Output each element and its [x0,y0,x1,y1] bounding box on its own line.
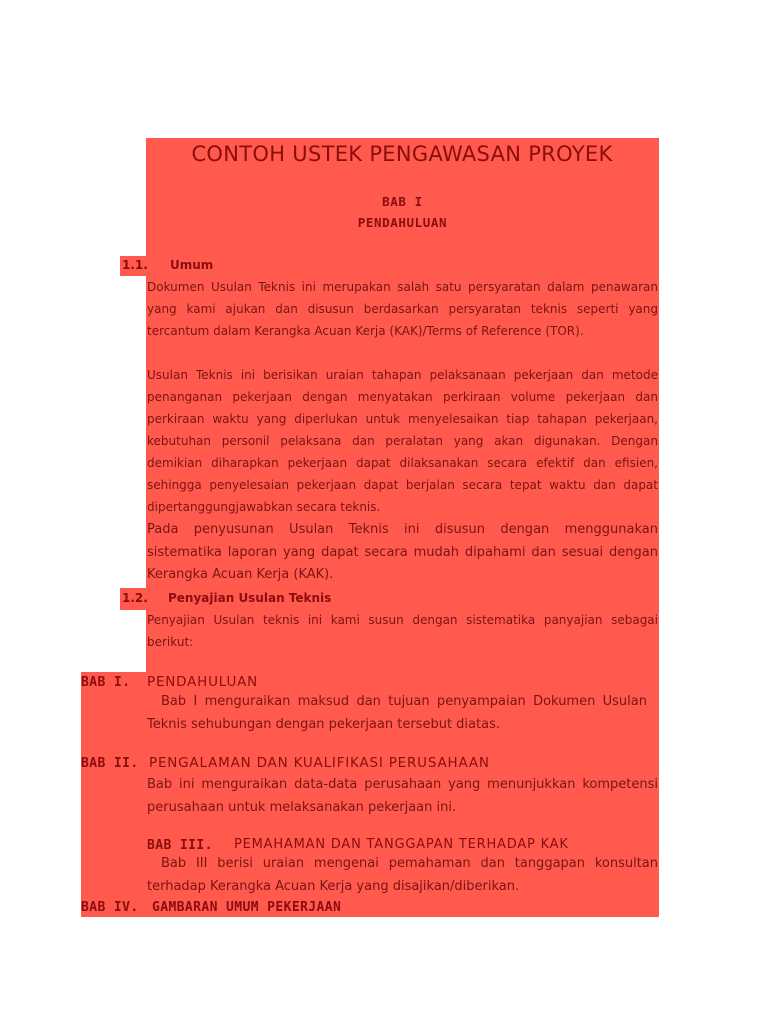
chapter-2-description: Bab ini menguraikan data-data perusahaan yang menunjukkan kompetensi perusahaan untuk melaksanakan pekerjaan ini. [147,777,658,815]
chapter-2-label: BAB II. [81,756,139,771]
document-title: CONTOH USTEK PENGAWASAN PROYEK [191,142,613,166]
chapter-1-description: Bab I menguraikan maksud dan tujuan penyampaian Dokumen Usulan Teknis sehubungan dengan pekerjaan tersebut diatas. [147,694,647,732]
chapter-3-description: Bab III berisi uraian mengenai pemahaman dan tanggapan konsultan terhadap Kerangka Acuan Kerja yang disajikan/diberikan. [147,856,658,894]
chapter-4-name: GAMBARAN UMUM PEKERJAAN [152,900,342,915]
section-1-1-paragraph-2: Usulan Teknis ini berisikan uraian tahapan pelaksanaan pekerjaan dan metode penanganan pekerjaan dengan menyatakan perkiraan volume pekerjaan dan perkiraan waktu yang diperlukan untuk menyelesaikan tiap tahapan pekerjaan, kebutuhan personil pelaksana dan peralatan yang akan digunakan. Dengan demikian diharapkan pekerjaan dapat dilaksanakan secara efektif dan efisien, sehingga penyelesaian pekerjaan dapat berjalan secara tepat waktu dan dapat dipertanggungjawabkan secara teknis. [147,368,658,514]
chapter-3-name: PEMAHAMAN DAN TANGGAPAN TERHADAP KAK [234,837,569,852]
section-1-1-paragraph-1: Dokumen Usulan Teknis ini merupakan salah satu persyaratan dalam penawaran yang kami ajukan dan disusun berdasarkan persyaratan teknis seperti yang tercantum dalam Kerangka Acuan Kerja (KAK)/Terms of Reference (TOR). [147,280,658,338]
chapter-title: PENDAHULUAN [357,215,448,230]
section-1-2-paragraph: Penyajian Usulan teknis ini kami susun dengan sistematika panyajian sebagai berikut: [147,613,658,649]
section-1-2-number: 1.2. [122,591,148,605]
chapter-heading: BAB I [382,194,423,209]
chapter-1-name: PENDAHULUAN [147,674,259,690]
section-1-1-title: Umum [170,258,214,272]
chapter-1-label: BAB I. [81,675,131,690]
section-1-1-paragraph-3: Pada penyusunan Usulan Teknis ini disusun dengan menggunakan sistematika laporan yang dapat secara mudah dipahami dan sesuai dengan Kerangka Acuan Kerja (KAK). [147,522,658,582]
chapter-3-label: BAB III. [147,838,213,853]
chapter-4-label: BAB IV. [81,900,139,915]
chapter-2-name: PENGALAMAN DAN KUALIFIKASI PERUSAHAAN [149,755,490,771]
section-1-1-number: 1.1. [122,258,148,272]
section-1-2-title: Penyajian Usulan Teknis [168,591,332,605]
